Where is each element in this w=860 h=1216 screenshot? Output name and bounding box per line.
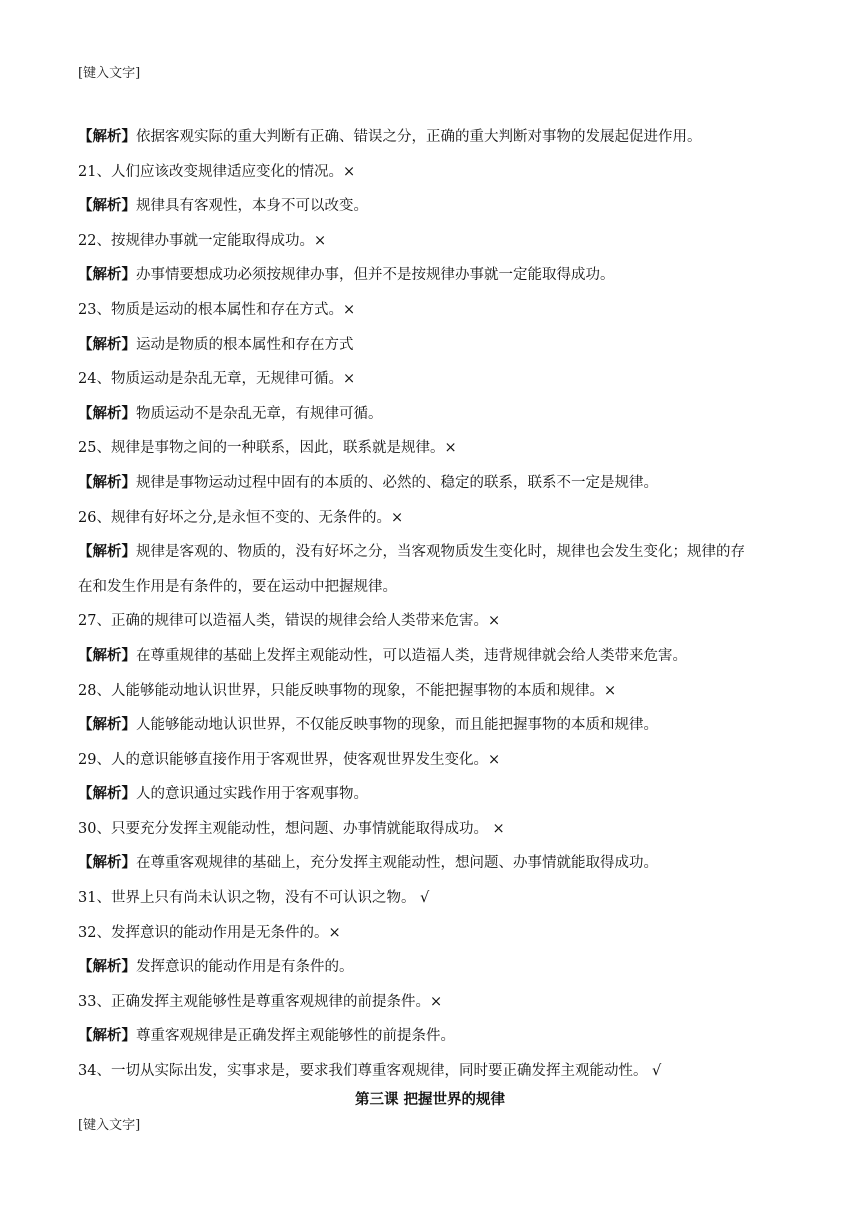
explanation-line (78, 189, 788, 224)
explanation-tag: 【解析】 (78, 473, 136, 491)
explanation-text: 依据客观实际的重大判断有正确、错误之分，正确的重大判断对事物的发展起促进作用。 (136, 129, 702, 145)
explanation-text: 规律具有客观性，本身不可以改变。 (136, 198, 368, 215)
explanation-line (78, 397, 788, 432)
explanation-line (78, 535, 788, 570)
question-statement: 21、人们应该改变规律适应变化的情况。× (78, 163, 356, 180)
explanation-text: 运动是物质的根本属性和存在方式 (136, 336, 354, 353)
explanation-line (78, 777, 788, 812)
explanation-text: 规律是事物运动过程中固有的本质的、必然的、稳定的联系，联系不一定是规律。 (136, 474, 658, 491)
explanation-tag: 【解析】 (78, 958, 136, 976)
explanation-tag: 【解析】 (78, 335, 136, 353)
explanation-line (78, 258, 788, 293)
explanation-line (78, 639, 788, 674)
explanation-tag: 【解析】 (78, 854, 136, 872)
explanation-line (78, 120, 788, 155)
document-body (78, 120, 788, 1089)
explanation-text: 物质运动不是杂乱无章，有规律可循。 (136, 405, 383, 422)
explanation-text: 在尊重客观规律的基础上，充分发挥主观能动性，想问题、办事情就能取得成功。 (136, 855, 658, 872)
explanation-tag: 【解析】 (78, 1027, 136, 1045)
question-statement: 34、一切从实际出发，实事求是，要求我们尊重客观规律，同时要正确发挥主观能动性。 √ (78, 1063, 662, 1080)
page-header-placeholder: [键入文字] (78, 66, 141, 81)
explanation-text: 规律是客观的、物质的，没有好坏之分，当客观物质发生变化时，规律也会发生变化；规律的存 (136, 544, 745, 561)
explanation-tag: 【解析】 (78, 197, 136, 215)
question-statement: 22、按规律办事就一定能取得成功。× (78, 232, 327, 249)
explanation-line (78, 1019, 788, 1054)
explanation-text: 人能够能动地认识世界，不仅能反映事物的现象，而且能把握事物的本质和规律。 (136, 717, 658, 734)
question-statement: 24、物质运动是杂乱无章，无规律可循。× (78, 371, 356, 388)
question-statement: 33、正确发挥主观能够性是尊重客观规律的前提条件。× (78, 993, 443, 1010)
explanation-line (78, 708, 788, 743)
question-statement: 31、世界上只有尚未认识之物，没有不可认识之物。 √ (78, 890, 430, 907)
explanation-line (78, 466, 788, 501)
explanation-text: 人的意识通过实践作用于客观事物。 (136, 786, 368, 803)
question-statement: 29、人的意识能够直接作用于客观世界，使客观世界发生变化。× (78, 751, 501, 768)
page-footer-placeholder: [键入文字] (78, 1118, 141, 1133)
explanation-tag: 【解析】 (78, 543, 136, 561)
question-statement: 30、只要充分发挥主观能动性，想问题、办事情就能取得成功。 × (78, 820, 505, 837)
question-statement: 27、正确的规律可以造福人类，错误的规律会给人类带来危害。× (78, 613, 501, 630)
explanation-continuation: 在和发生作用是有条件的，要在运动中把握规律。 (78, 578, 397, 595)
explanation-line (78, 950, 788, 985)
explanation-text: 尊重客观规律是正确发挥主观能够性的前提条件。 (136, 1028, 455, 1045)
explanation-text: 办事情要想成功必须按规律办事，但并不是按规律办事就一定能取得成功。 (136, 267, 615, 284)
question-statement: 23、物质是运动的根本属性和存在方式。× (78, 301, 356, 318)
explanation-text: 在尊重规律的基础上发挥主观能动性，可以造福人类，违背规律就会给人类带来危害。 (136, 647, 687, 664)
explanation-tag: 【解析】 (78, 128, 136, 145)
question-statement: 28、人能够能动地认识世界，只能反映事物的现象，不能把握事物的本质和规律。× (78, 682, 617, 699)
question-statement: 25、规律是事物之间的一种联系，因此，联系就是规律。× (78, 440, 457, 457)
question-statement: 26、规律有好坏之分,是永恒不变的、无条件的。× (78, 509, 404, 526)
question-statement: 32、发挥意识的能动作用是无条件的。× (78, 924, 341, 941)
explanation-text: 发挥意识的能动作用是有条件的。 (136, 959, 354, 976)
explanation-line (78, 846, 788, 881)
explanation-tag: 【解析】 (78, 646, 136, 664)
explanation-tag: 【解析】 (78, 404, 136, 422)
lesson-title: 第三课 把握世界的规律 (354, 1091, 506, 1108)
explanation-tag: 【解析】 (78, 785, 136, 803)
explanation-tag: 【解析】 (78, 266, 136, 284)
explanation-tag: 【解析】 (78, 716, 136, 734)
explanation-line (78, 328, 788, 363)
